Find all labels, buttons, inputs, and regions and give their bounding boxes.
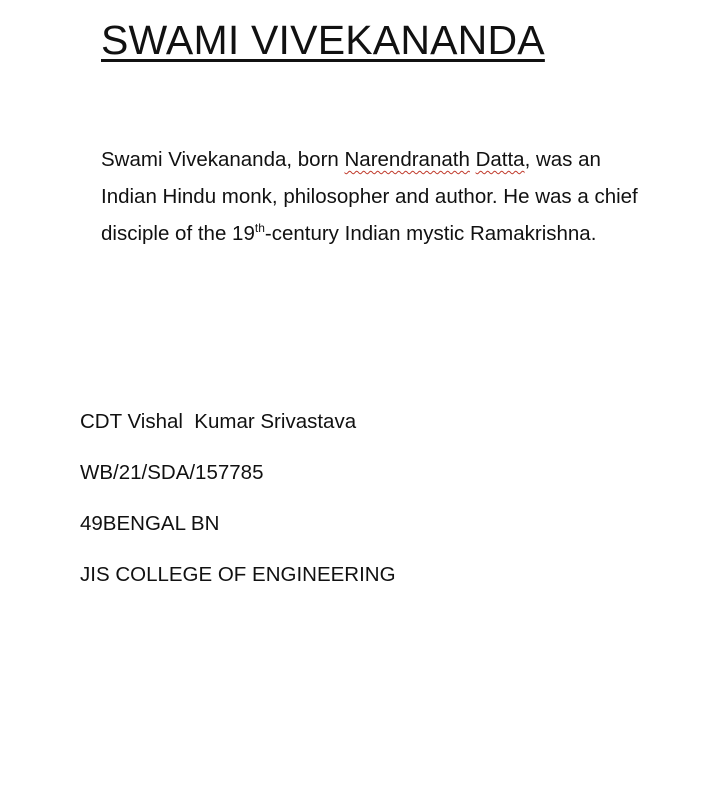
spellcheck-word-narendranath: Narendranath — [344, 148, 470, 171]
cadet-registration-number: WB/21/SDA/157785 — [80, 461, 264, 484]
cadet-unit: 49BENGAL BN — [80, 512, 220, 535]
spellcheck-word-datta: Datta — [475, 148, 525, 171]
bio-text-part-3: -century Indian mystic Ramakrishna. — [264, 222, 597, 245]
bio-paragraph — [101, 141, 661, 252]
cadet-name: CDT Vishal Kumar Srivastava — [80, 410, 357, 433]
page-title: SWAMI VIVEKANANDA — [101, 17, 545, 63]
bio-text-part-2: , was an Indian Hindu monk, philosopher and author. He was a chief disciple of the 19 — [101, 148, 638, 245]
bio-text-part-1: Swami Vivekananda, born — [101, 148, 345, 171]
ordinal-superscript: th — [254, 221, 265, 236]
cadet-college: JIS COLLEGE OF ENGINEERING — [80, 563, 396, 586]
